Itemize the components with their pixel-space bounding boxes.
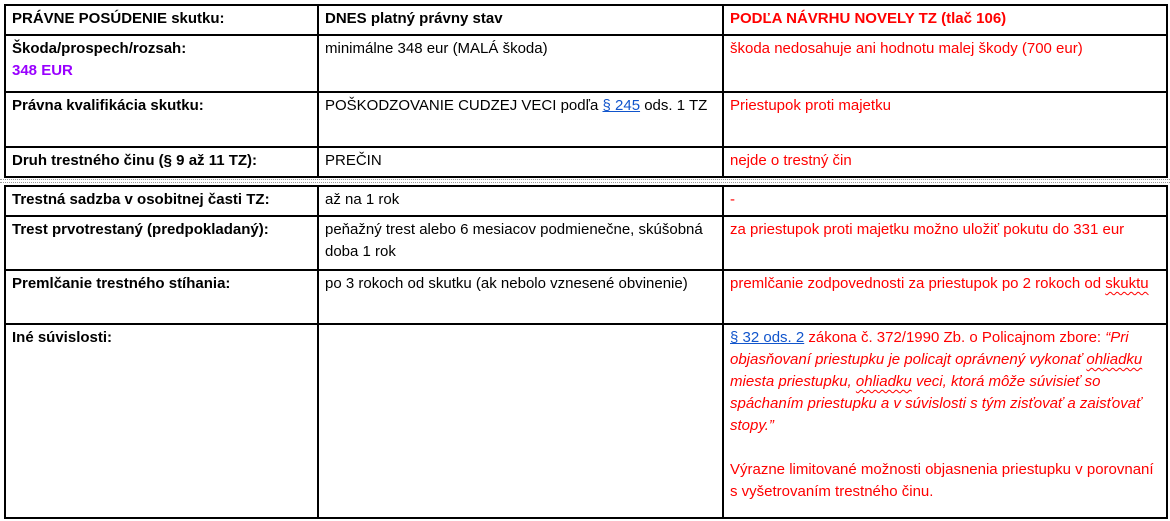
ine-quote-part1: “Pri objasňovaní priestupku je policajt oprávnený vykonať bbox=[730, 329, 1129, 368]
skoda-amount: 348 EUR bbox=[12, 62, 73, 79]
ine-proposal-paragraph bbox=[730, 327, 1160, 437]
row-trest bbox=[5, 216, 1167, 270]
ine-misspelled-word-2: ohliadku bbox=[855, 373, 912, 390]
cell-druh-today bbox=[318, 147, 723, 177]
premlcanie-proposal-text: premlčanie zodpovednosti za priestupok po 2 rokoch od bbox=[730, 275, 1106, 292]
ine-quote-part3: veci, ktorá môže súvisieť so spáchaním priestupku a v súvislosti s tým zisťovať a zaisťovať stopy.” bbox=[730, 373, 1142, 434]
legal-comparison-table-upper bbox=[4, 4, 1168, 178]
ine-label: Iné súvislosti: bbox=[12, 329, 113, 346]
header-col3-label: PODĽA NÁVRHU NOVELY TZ (tlač 106) bbox=[730, 10, 1007, 27]
cell-header-col1 bbox=[5, 5, 318, 35]
cell-kvalifikacia-label bbox=[5, 92, 318, 147]
cell-skoda-today bbox=[318, 35, 723, 92]
kvalifikacia-label: Právna kvalifikácia skutku: bbox=[12, 97, 204, 114]
cell-header-col3 bbox=[723, 5, 1167, 35]
cell-header-col2 bbox=[318, 5, 723, 35]
ine-misspelled-word-1: ohliadku bbox=[1086, 351, 1143, 368]
cell-premlcanie-today bbox=[318, 270, 723, 324]
cell-trest-today bbox=[318, 216, 723, 270]
row-druh bbox=[5, 147, 1167, 177]
druh-label: Druh trestného činu (§ 9 až 11 TZ): bbox=[12, 152, 258, 169]
skoda-proposal-text: škoda nedosahuje ani hodnotu malej škody (700 eur) bbox=[730, 40, 1083, 57]
page-break-divider bbox=[0, 178, 1170, 185]
sadzba-proposal-text: - bbox=[730, 191, 735, 208]
premlcanie-misspelled-word: skuktu bbox=[1105, 275, 1149, 292]
kvalifikacia-today-suffix: ods. 1 TZ bbox=[640, 97, 708, 114]
premlcanie-today-text: po 3 rokoch od skutku (ak nebolo vznesené obvinenie) bbox=[325, 275, 688, 292]
druh-today-text: PREČIN bbox=[325, 152, 382, 169]
paragraph-245-link[interactable]: § 245 bbox=[602, 97, 641, 114]
row-sadzba bbox=[5, 186, 1167, 216]
ine-quote-part2: miesta priestupku, bbox=[730, 373, 856, 390]
kvalifikacia-proposal-text: Priestupok proti majetku bbox=[730, 97, 891, 114]
cell-kvalifikacia-today bbox=[318, 92, 723, 147]
cell-skoda-proposal bbox=[723, 35, 1167, 92]
cell-skoda-label bbox=[5, 35, 318, 92]
druh-proposal-text: nejde o trestný čin bbox=[730, 152, 852, 169]
header-row bbox=[5, 5, 1167, 35]
row-skoda bbox=[5, 35, 1167, 92]
legal-comparison-table-lower bbox=[4, 185, 1168, 519]
cell-trest-proposal bbox=[723, 216, 1167, 270]
trest-label: Trest prvotrestaný (predpokladaný): bbox=[12, 221, 269, 238]
cell-druh-proposal bbox=[723, 147, 1167, 177]
kvalifikacia-today-text: POŠKODZOVANIE CUDZEJ VECI podľa bbox=[325, 97, 603, 114]
sadzba-today-text: až na 1 rok bbox=[325, 191, 400, 208]
cell-ine-proposal bbox=[723, 324, 1167, 518]
document-page bbox=[0, 4, 1170, 521]
row-kvalifikacia bbox=[5, 92, 1167, 147]
skoda-today-text: minimálne 348 eur (MALÁ škoda) bbox=[325, 40, 548, 57]
row-premlcanie bbox=[5, 270, 1167, 324]
cell-premlcanie-proposal bbox=[723, 270, 1167, 324]
paragraph-32-ods-2-link[interactable]: § 32 ods. 2 bbox=[730, 329, 805, 346]
ine-after-link-text: zákona č. 372/1990 Zb. o Policajnom zbore: bbox=[804, 329, 1106, 346]
cell-ine-label bbox=[5, 324, 318, 518]
header-col2-label: DNES platný právny stav bbox=[325, 10, 503, 27]
cell-ine-today bbox=[318, 324, 723, 518]
row-ine-suvislosti bbox=[5, 324, 1167, 518]
ine-note-paragraph: Výrazne limitované možnosti objasnenia priestupku v porovnaní s vyšetrovaním trestného činu. bbox=[730, 461, 1154, 500]
header-col1-label: PRÁVNE POSÚDENIE skutku: bbox=[12, 10, 225, 27]
cell-sadzba-label bbox=[5, 186, 318, 216]
cell-sadzba-proposal bbox=[723, 186, 1167, 216]
blank-line bbox=[730, 437, 1160, 459]
trest-today-text: peňažný trest alebo 6 mesiacov podmienečne, skúšobná doba 1 rok bbox=[325, 221, 703, 260]
trest-proposal-text: za priestupok proti majetku možno uložiť pokutu do 331 eur bbox=[730, 221, 1125, 238]
skoda-label: Škoda/prospech/rozsah: bbox=[12, 40, 187, 57]
cell-kvalifikacia-proposal bbox=[723, 92, 1167, 147]
cell-premlcanie-label bbox=[5, 270, 318, 324]
sadzba-label: Trestná sadzba v osobitnej časti TZ: bbox=[12, 191, 270, 208]
premlcanie-label: Premlčanie trestného stíhania: bbox=[12, 275, 231, 292]
cell-trest-label bbox=[5, 216, 318, 270]
cell-druh-label bbox=[5, 147, 318, 177]
cell-sadzba-today bbox=[318, 186, 723, 216]
